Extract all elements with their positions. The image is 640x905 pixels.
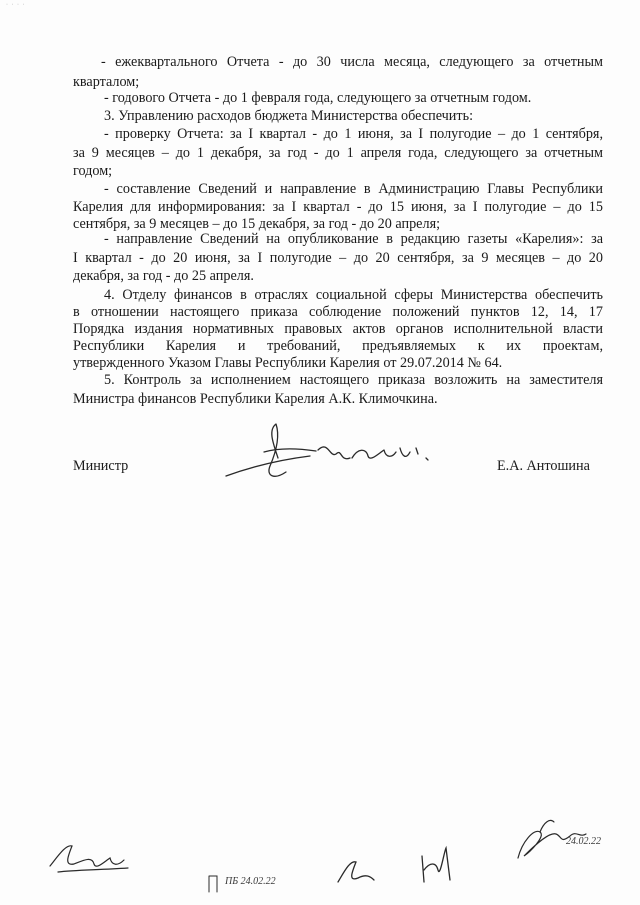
text-line: - годового Отчета - до 1 февраля года, следующего за отчетным годом.: [104, 90, 532, 106]
text-line: - составление Сведений и направление в Администрацию Главы Республики: [104, 181, 603, 197]
scan-corner-mark: · · · ·: [6, 2, 26, 8]
text-line: - направление Сведений на опубликование в редакцию газеты «Карелия»: за: [104, 231, 603, 247]
approval-date-note: 24.02.22: [566, 836, 601, 847]
text-line: - проверку Отчета: за I квартал - до 1 июня, за I полугодие – до 1 сентября,: [104, 126, 603, 142]
text-line: годом;: [73, 163, 113, 179]
initials-mark: [44, 836, 134, 878]
text-line: 5. Контроль за исполнением настоящего приказа возложить на заместителя: [104, 372, 603, 388]
text-line: в отношении настоящего приказа соблюдение положений пунктов 12, 14, 17: [73, 304, 603, 320]
signatory-name: Е.А. Антошина: [497, 458, 590, 474]
text-line: за 9 месяцев – до 1 декабря, за год - до 1 апреля года, следующего за отчетным: [73, 145, 603, 161]
text-line: утвержденного Указом Главы Республики Карелия от 29.07.2014 № 64.: [73, 355, 503, 371]
signatory-role: Министр: [73, 458, 129, 474]
text-line: Карелия для информирования: за I квартал - до 15 июня, за I полугодие – до 15: [73, 199, 603, 215]
text-line: декабря, за год - до 25 апреля.: [73, 268, 254, 284]
approval-note-date: ПБ 24.02.22: [225, 876, 276, 887]
text-line: - ежеквартального Отчета - до 30 числа месяца, следующего за отчетным: [101, 54, 603, 70]
text-line: I квартал - до 20 июня, за I полугодие – до 20 сентября, за 9 месяцев – до 20: [73, 250, 603, 266]
text-line: сентября, за 9 месяцев – до 15 декабря, за год - до 20 апреля;: [73, 216, 441, 232]
dated-signature-mark: [510, 812, 620, 872]
text-line: 3. Управлению расходов бюджета Министерства обеспечить:: [104, 108, 474, 124]
initials-mark: [412, 840, 462, 890]
text-line: Республики Карелия и требований, предъявляемых к их проектам,: [73, 338, 603, 354]
handwritten-signature: [218, 418, 448, 488]
initials-mark: [330, 848, 390, 890]
text-line: Порядка издания нормативных правовых актов органов исполнительной власти: [73, 321, 603, 337]
approval-initials-mark: [205, 870, 225, 896]
text-line: 4. Отделу финансов в отраслях социальной сферы Министерства обеспечить: [104, 287, 603, 303]
text-line: Министра финансов Республики Карелия А.К. Климочкина.: [73, 391, 438, 407]
text-line: кварталом;: [73, 74, 140, 90]
